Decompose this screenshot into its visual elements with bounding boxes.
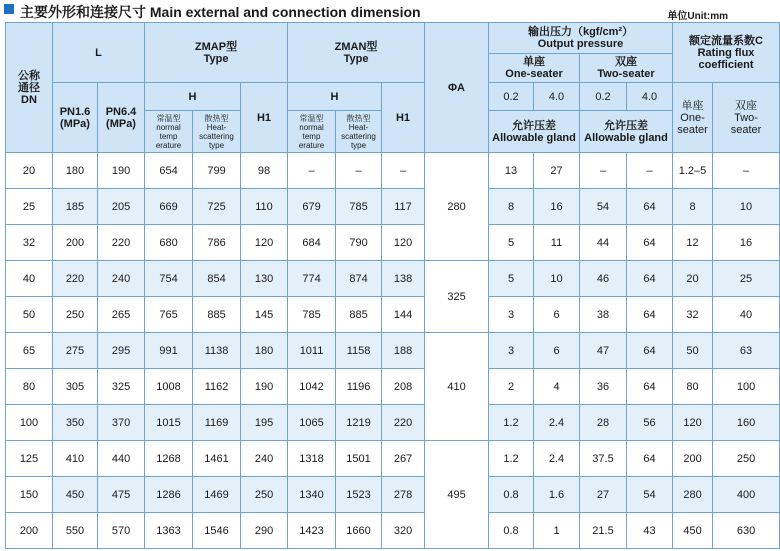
zman-h1-cell: 208 xyxy=(382,369,425,405)
double-40-cell: 56 xyxy=(627,405,673,441)
double-40-cell: 64 xyxy=(627,189,673,225)
zmap-heat-cell: 1169 xyxy=(193,405,241,441)
zman-heat-cell: 1660 xyxy=(336,513,382,549)
zmap-heat-cell: 1546 xyxy=(193,513,241,549)
zmap-h1-cell: 145 xyxy=(241,297,288,333)
single-02-cell: 0.8 xyxy=(489,513,534,549)
l-pn16-cell: 350 xyxy=(53,405,98,441)
l-pn16-cell: 220 xyxy=(53,261,98,297)
zman-h1-cell: 320 xyxy=(382,513,425,549)
single-40-cell: 11 xyxy=(534,225,580,261)
zman-heat-cell: 790 xyxy=(336,225,382,261)
rating-single-cell: 450 xyxy=(673,513,713,549)
l-pn64-cell: 295 xyxy=(98,333,145,369)
double-40-cell: 43 xyxy=(627,513,673,549)
zman-heat-cell: 1219 xyxy=(336,405,382,441)
zman-normal-cell: 785 xyxy=(288,297,336,333)
single-02-cell: 0.8 xyxy=(489,477,534,513)
phi-a-header: ΦA xyxy=(425,23,489,153)
rating-header: 额定流量系数C Rating flux coefficient xyxy=(673,23,780,83)
dn-cell: 65 xyxy=(6,333,53,369)
output-pressure-header: 输出压力（kgf/cm²） Output pressure xyxy=(489,23,673,54)
dn-cell: 150 xyxy=(6,477,53,513)
zman-h-header: H xyxy=(288,83,382,111)
zmap-heat-cell: 854 xyxy=(193,261,241,297)
single-02-cell: 1.2 xyxy=(489,441,534,477)
double-40-cell: 64 xyxy=(627,261,673,297)
zman-h1-cell: 188 xyxy=(382,333,425,369)
zmap-h-header: H xyxy=(145,83,241,111)
zmap-normal-cell: 1015 xyxy=(145,405,193,441)
zmap-normal-cell: 1008 xyxy=(145,369,193,405)
zmap-normal-cell: 1363 xyxy=(145,513,193,549)
dimension-table xyxy=(5,22,780,549)
double-02-cell: 36 xyxy=(580,369,627,405)
rating-single-cell: 1.2–5 xyxy=(673,153,713,189)
l-pn16-cell: 200 xyxy=(53,225,98,261)
zman-normal-cell: 1423 xyxy=(288,513,336,549)
double-02-cell: 47 xyxy=(580,333,627,369)
unit-label: 单位Unit:mm xyxy=(667,11,728,22)
single-02-cell: 1.2 xyxy=(489,405,534,441)
zmap-heat-header: 散热型 Heat- scattering type xyxy=(193,111,241,153)
zman-normal-cell: – xyxy=(288,153,336,189)
double-40-cell: 54 xyxy=(627,477,673,513)
phi-a-cell: 410 xyxy=(425,333,489,441)
page-title: 主要外形和连接尺寸 Main external and connection dimension xyxy=(20,4,421,20)
table-body xyxy=(6,153,780,549)
zman-normal-cell: 1065 xyxy=(288,405,336,441)
zman-normal-cell: 1318 xyxy=(288,441,336,477)
double-02-cell: 27 xyxy=(580,477,627,513)
zman-heat-cell: – xyxy=(336,153,382,189)
rating-single-cell: 280 xyxy=(673,477,713,513)
rating-single-header: 单座 One- seater xyxy=(673,83,713,153)
rating-single-cell: 120 xyxy=(673,405,713,441)
rating-double-cell: 25 xyxy=(713,261,780,297)
zmap-h1-cell: 190 xyxy=(241,369,288,405)
zmap-normal-cell: 765 xyxy=(145,297,193,333)
rating-single-cell: 32 xyxy=(673,297,713,333)
pn64-header: PN6.4 (MPa) xyxy=(98,83,145,153)
rating-double-cell: 63 xyxy=(713,333,780,369)
zmap-normal-header: 常温型 normal temp erature xyxy=(145,111,193,153)
zmap-h1-cell: 98 xyxy=(241,153,288,189)
single-seat-header: 单座 One-seater xyxy=(489,54,580,83)
rating-single-cell: 12 xyxy=(673,225,713,261)
single-40-cell: 1.6 xyxy=(534,477,580,513)
zman-heat-cell: 1501 xyxy=(336,441,382,477)
zmap-h1-cell: 130 xyxy=(241,261,288,297)
l-pn64-cell: 190 xyxy=(98,153,145,189)
single-40-cell: 10 xyxy=(534,261,580,297)
double-40-cell: 64 xyxy=(627,297,673,333)
zmap-heat-cell: 799 xyxy=(193,153,241,189)
dn-cell: 32 xyxy=(6,225,53,261)
rating-double-cell: – xyxy=(713,153,780,189)
double-02-cell: 38 xyxy=(580,297,627,333)
table-row xyxy=(6,441,780,477)
zman-h1-header: H1 xyxy=(382,83,425,153)
dn-cell: 200 xyxy=(6,513,53,549)
l-pn64-cell: 370 xyxy=(98,405,145,441)
l-pn64-cell: 240 xyxy=(98,261,145,297)
l-pn64-cell: 570 xyxy=(98,513,145,549)
l-pn64-cell: 220 xyxy=(98,225,145,261)
zman-normal-cell: 684 xyxy=(288,225,336,261)
l-pn16-cell: 275 xyxy=(53,333,98,369)
double-40-cell: 64 xyxy=(627,333,673,369)
single-40-cell: 16 xyxy=(534,189,580,225)
single-02-cell: 13 xyxy=(489,153,534,189)
zman-h1-cell: 267 xyxy=(382,441,425,477)
single-40-cell: 4 xyxy=(534,369,580,405)
double-40-cell: 64 xyxy=(627,225,673,261)
rating-single-cell: 200 xyxy=(673,441,713,477)
single-02-cell: 3 xyxy=(489,333,534,369)
l-pn64-cell: 325 xyxy=(98,369,145,405)
l-pn16-cell: 410 xyxy=(53,441,98,477)
zman-heat-cell: 874 xyxy=(336,261,382,297)
zmap-h1-cell: 250 xyxy=(241,477,288,513)
zmap-heat-cell: 1469 xyxy=(193,477,241,513)
l-pn64-cell: 440 xyxy=(98,441,145,477)
single-02-cell: 3 xyxy=(489,297,534,333)
double-40-cell: – xyxy=(627,153,673,189)
zmap-h1-cell: 195 xyxy=(241,405,288,441)
zmap-heat-cell: 1162 xyxy=(193,369,241,405)
dn-cell: 20 xyxy=(6,153,53,189)
pn16-header: PN1.6 (MPa) xyxy=(53,83,98,153)
zman-heat-header: 散热型 Heat- scattering type xyxy=(336,111,382,153)
zman-heat-cell: 885 xyxy=(336,297,382,333)
zmap-h1-header: H1 xyxy=(241,83,288,153)
double-40-header: 4.0 xyxy=(627,83,673,111)
single-40-header: 4.0 xyxy=(534,83,580,111)
double-02-cell: – xyxy=(580,153,627,189)
zmap-normal-cell: 1268 xyxy=(145,441,193,477)
zmap-normal-cell: 669 xyxy=(145,189,193,225)
zman-normal-cell: 1011 xyxy=(288,333,336,369)
double-02-cell: 44 xyxy=(580,225,627,261)
table-row xyxy=(6,153,780,189)
single-02-cell: 5 xyxy=(489,261,534,297)
l-pn16-cell: 305 xyxy=(53,369,98,405)
double-40-cell: 64 xyxy=(627,441,673,477)
zman-normal-cell: 1340 xyxy=(288,477,336,513)
zman-normal-cell: 1042 xyxy=(288,369,336,405)
single-40-cell: 6 xyxy=(534,333,580,369)
single-02-cell: 5 xyxy=(489,225,534,261)
single-40-cell: 27 xyxy=(534,153,580,189)
l-pn16-cell: 450 xyxy=(53,477,98,513)
l-pn16-cell: 250 xyxy=(53,297,98,333)
zman-normal-cell: 679 xyxy=(288,189,336,225)
phi-a-cell: 325 xyxy=(425,261,489,333)
zman-h1-cell: – xyxy=(382,153,425,189)
zman-normal-cell: 774 xyxy=(288,261,336,297)
zman-h1-cell: 220 xyxy=(382,405,425,441)
double-02-cell: 37.5 xyxy=(580,441,627,477)
zmap-h1-cell: 240 xyxy=(241,441,288,477)
table-row xyxy=(6,189,780,225)
zman-h1-cell: 117 xyxy=(382,189,425,225)
title-bar xyxy=(0,0,732,24)
l-pn16-cell: 185 xyxy=(53,189,98,225)
zman-h1-cell: 120 xyxy=(382,225,425,261)
dn-cell: 40 xyxy=(6,261,53,297)
l-pn64-cell: 265 xyxy=(98,297,145,333)
double-seat-header: 双座 Two-seater xyxy=(580,54,673,83)
rating-single-cell: 20 xyxy=(673,261,713,297)
zman-h1-cell: 144 xyxy=(382,297,425,333)
single-02-cell: 2 xyxy=(489,369,534,405)
zman-header: ZMAN型 Type xyxy=(288,23,425,83)
single-40-cell: 6 xyxy=(534,297,580,333)
table-row xyxy=(6,261,780,297)
rating-single-cell: 8 xyxy=(673,189,713,225)
zmap-heat-cell: 725 xyxy=(193,189,241,225)
dn-header: 公称 通径 DN xyxy=(6,23,53,153)
rating-double-cell: 10 xyxy=(713,189,780,225)
zman-normal-header: 常温型 normal temp erature xyxy=(288,111,336,153)
double-02-cell: 28 xyxy=(580,405,627,441)
rating-double-header: 双座 Two- seater xyxy=(713,83,780,153)
rating-double-cell: 40 xyxy=(713,297,780,333)
rating-double-cell: 630 xyxy=(713,513,780,549)
table-row xyxy=(6,333,780,369)
zmap-normal-cell: 991 xyxy=(145,333,193,369)
zman-h1-cell: 138 xyxy=(382,261,425,297)
zmap-normal-cell: 754 xyxy=(145,261,193,297)
rating-double-cell: 400 xyxy=(713,477,780,513)
rating-single-cell: 50 xyxy=(673,333,713,369)
l-pn16-cell: 550 xyxy=(53,513,98,549)
single-gland-header: 允许压差 Allowable gland xyxy=(489,111,580,153)
single-02-cell: 8 xyxy=(489,189,534,225)
zmap-heat-cell: 1461 xyxy=(193,441,241,477)
zman-h1-cell: 278 xyxy=(382,477,425,513)
zman-heat-cell: 1158 xyxy=(336,333,382,369)
single-02-header: 0.2 xyxy=(489,83,534,111)
table-row xyxy=(6,369,780,405)
double-02-cell: 54 xyxy=(580,189,627,225)
zmap-normal-cell: 680 xyxy=(145,225,193,261)
table-row xyxy=(6,405,780,441)
table-row xyxy=(6,225,780,261)
l-pn16-cell: 180 xyxy=(53,153,98,189)
double-02-header: 0.2 xyxy=(580,83,627,111)
zmap-header: ZMAP型 Type xyxy=(145,23,288,83)
rating-double-cell: 250 xyxy=(713,441,780,477)
zmap-heat-cell: 786 xyxy=(193,225,241,261)
zmap-h1-cell: 290 xyxy=(241,513,288,549)
zman-heat-cell: 785 xyxy=(336,189,382,225)
phi-a-cell: 280 xyxy=(425,153,489,261)
table-row xyxy=(6,297,780,333)
double-02-cell: 46 xyxy=(580,261,627,297)
zmap-normal-cell: 1286 xyxy=(145,477,193,513)
l-pn64-cell: 205 xyxy=(98,189,145,225)
single-40-cell: 1 xyxy=(534,513,580,549)
double-40-cell: 64 xyxy=(627,369,673,405)
dn-cell: 50 xyxy=(6,297,53,333)
zmap-h1-cell: 180 xyxy=(241,333,288,369)
dn-cell: 100 xyxy=(6,405,53,441)
square-bullet-icon xyxy=(4,4,14,14)
zmap-h1-cell: 110 xyxy=(241,189,288,225)
dn-cell: 125 xyxy=(6,441,53,477)
zman-heat-cell: 1523 xyxy=(336,477,382,513)
rating-single-cell: 80 xyxy=(673,369,713,405)
phi-a-cell: 495 xyxy=(425,441,489,549)
dn-cell: 25 xyxy=(6,189,53,225)
l-pn64-cell: 475 xyxy=(98,477,145,513)
zmap-heat-cell: 885 xyxy=(193,297,241,333)
zmap-heat-cell: 1138 xyxy=(193,333,241,369)
rating-double-cell: 16 xyxy=(713,225,780,261)
l-header: L xyxy=(53,23,145,83)
zmap-h1-cell: 120 xyxy=(241,225,288,261)
rating-double-cell: 100 xyxy=(713,369,780,405)
table-row xyxy=(6,477,780,513)
dn-cell: 80 xyxy=(6,369,53,405)
double-gland-header: 允许压差 Allowable gland xyxy=(580,111,673,153)
single-40-cell: 2.4 xyxy=(534,405,580,441)
rating-double-cell: 160 xyxy=(713,405,780,441)
double-02-cell: 21.5 xyxy=(580,513,627,549)
zmap-normal-cell: 654 xyxy=(145,153,193,189)
single-40-cell: 2.4 xyxy=(534,441,580,477)
table-row xyxy=(6,513,780,549)
zman-heat-cell: 1196 xyxy=(336,369,382,405)
